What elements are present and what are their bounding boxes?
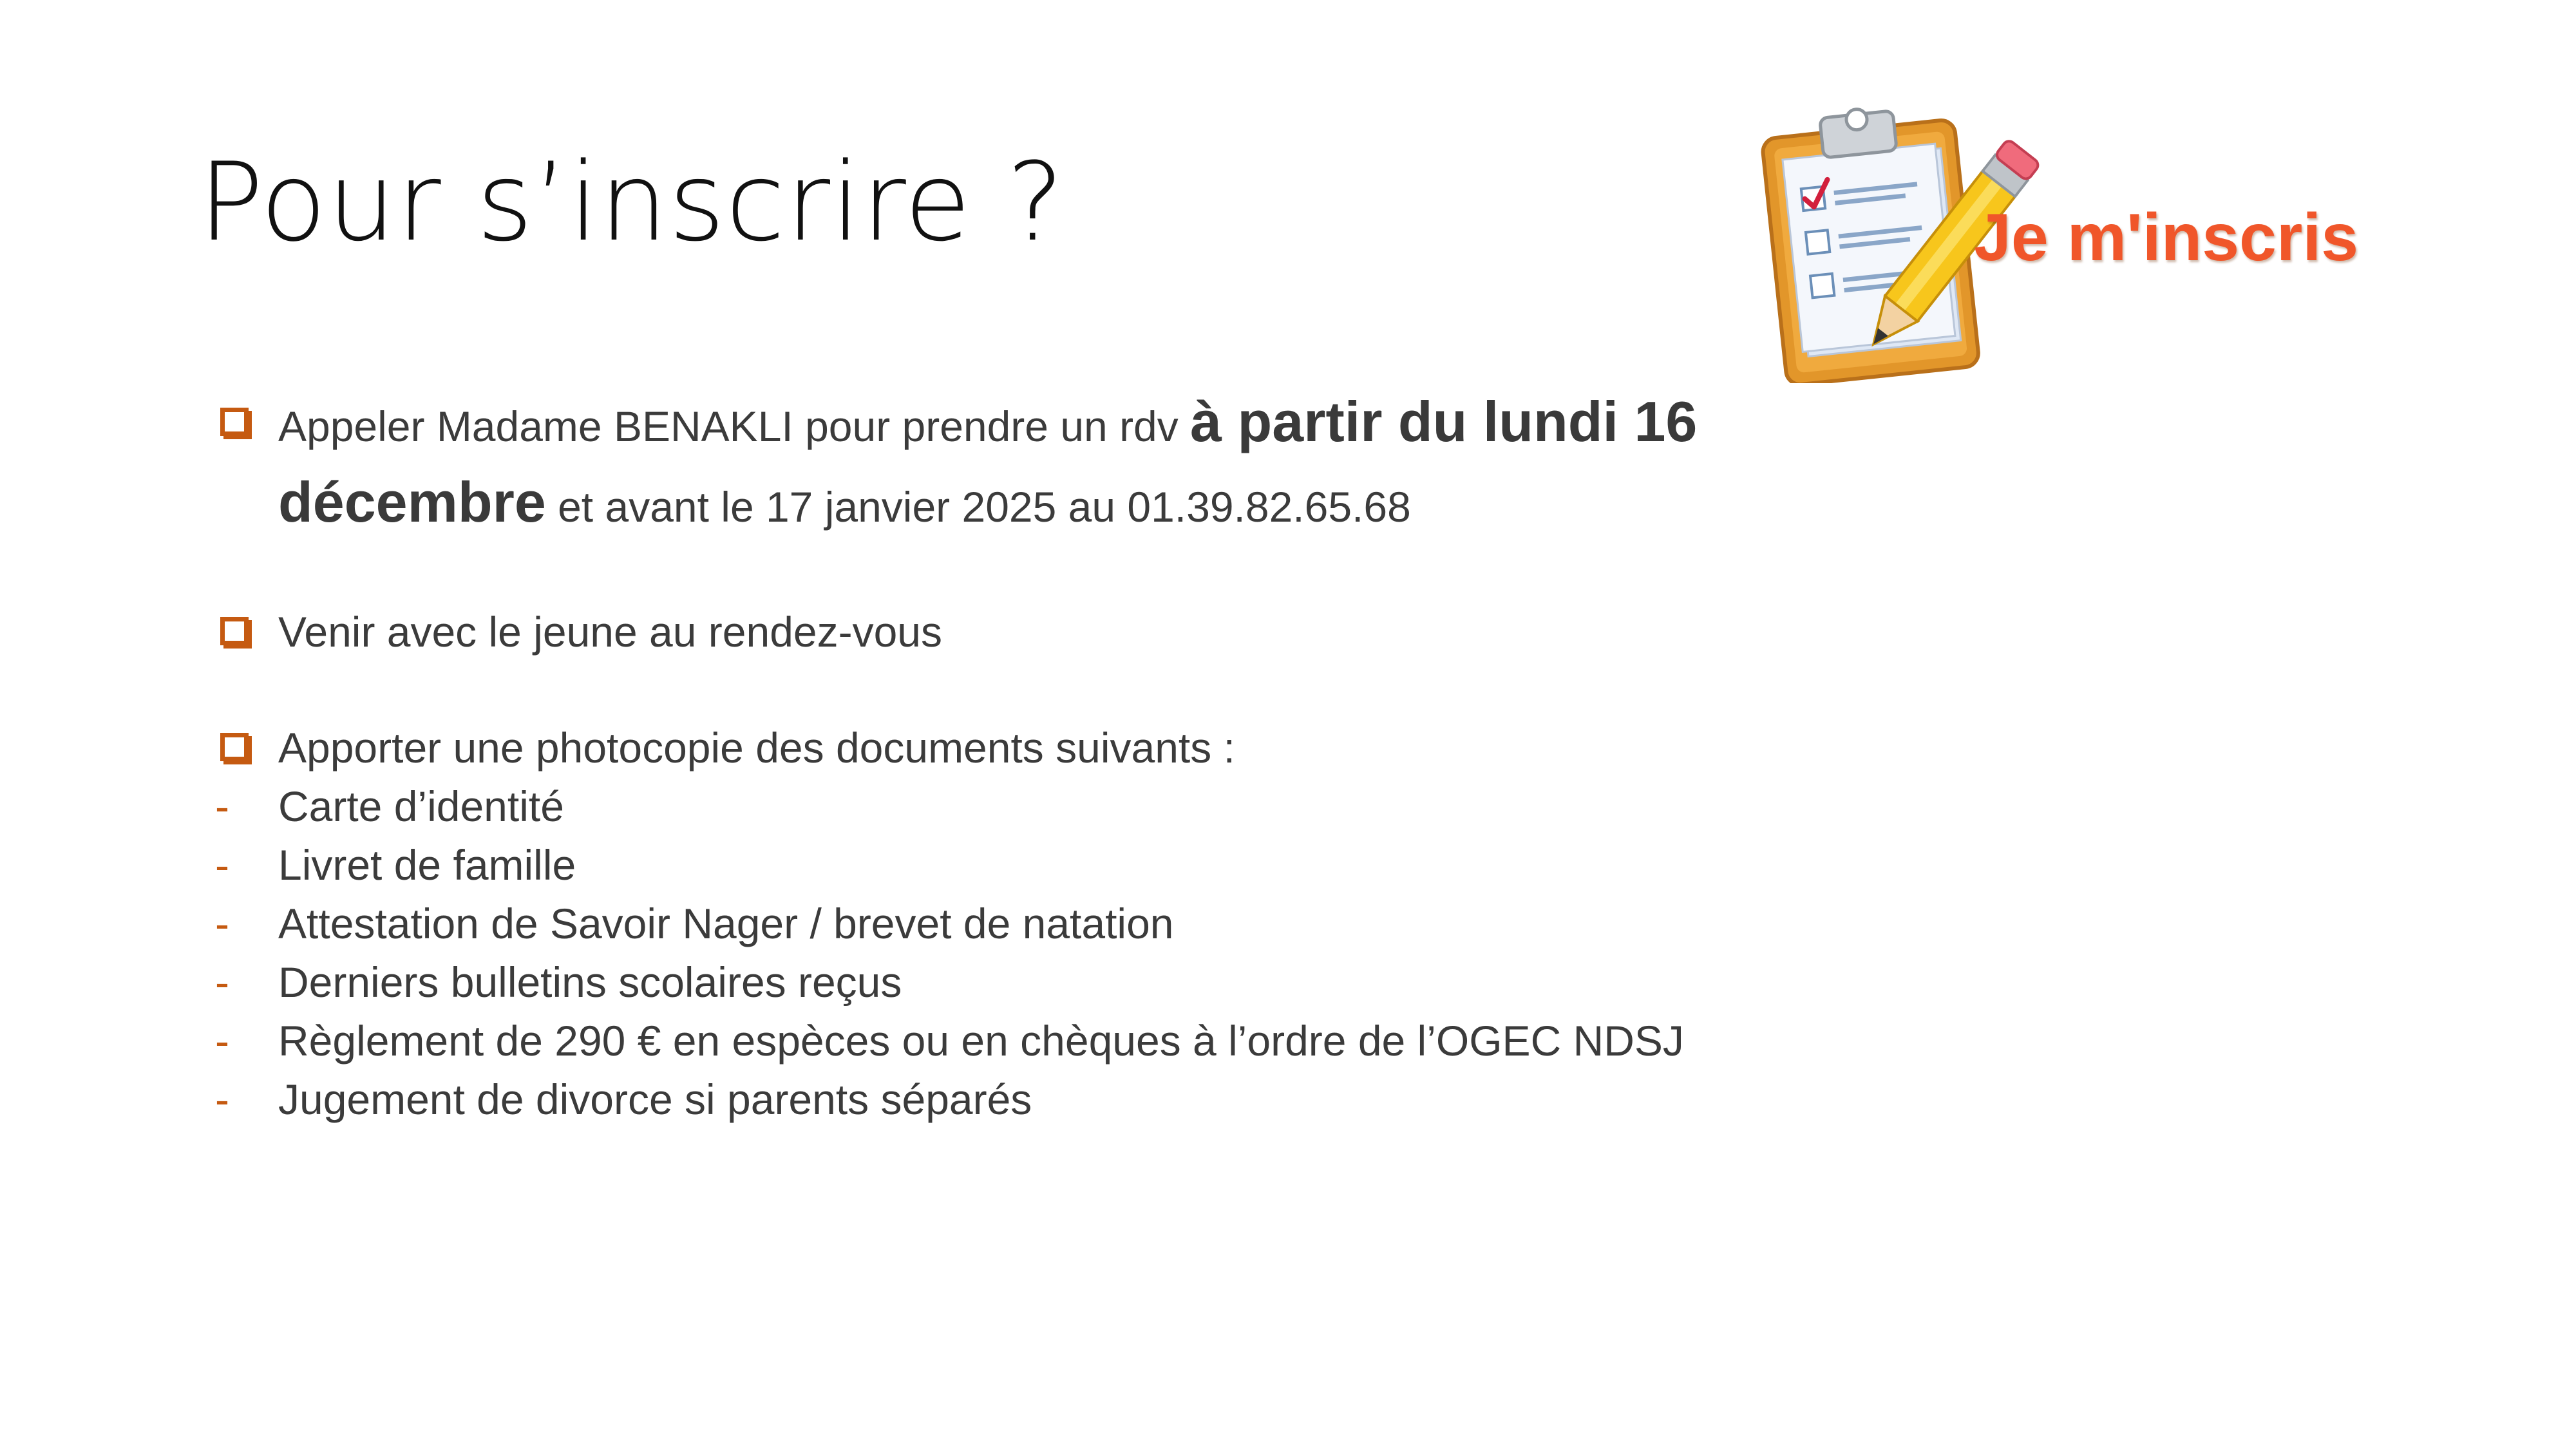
dash-bullet: - [215, 1017, 229, 1065]
slide-title: Pour s’inscrire ? [198, 139, 1065, 265]
square-bullet-icon [220, 733, 249, 761]
document-item-label: Règlement de 290 € en espèces ou en chèques à l’ordre de l’OGEC NDSJ [278, 1017, 1684, 1065]
call-text-suffix: et avant le 17 janvier 2025 au 01.39.82.65.68 [545, 483, 1411, 531]
document-item-label: Jugement de divorce si parents séparés [278, 1075, 1032, 1123]
document-item-label: Livret de famille [278, 841, 576, 889]
dash-bullet: - [215, 900, 229, 947]
come-text: Venir avec le jeune au rendez-vous [278, 608, 942, 656]
dash-bullet: - [215, 958, 229, 1006]
document-item-label: Carte d’identité [278, 782, 564, 830]
call-text-prefix: Appeler Madame BENAKLI pour prendre un rdv [278, 402, 1191, 450]
inscription-logo [1726, 100, 2396, 383]
call-emphasis-date: à partir du lundi 16 [1190, 390, 1698, 453]
dash-bullet: - [215, 782, 229, 830]
call-emphasis-month: décembre [278, 470, 546, 534]
document-item-label: Attestation de Savoir Nager / brevet de natation [278, 900, 1174, 947]
bring-text: Apporter une photocopie des documents suivants : [278, 724, 1235, 772]
square-bullet-icon [220, 408, 249, 436]
logo-label: Je m'inscris [1974, 200, 2359, 275]
dash-bullet: - [215, 841, 229, 889]
document-item-label: Derniers bulletins scolaires reçus [278, 958, 902, 1006]
square-bullet-icon [220, 617, 249, 645]
dash-bullet: - [215, 1075, 229, 1123]
